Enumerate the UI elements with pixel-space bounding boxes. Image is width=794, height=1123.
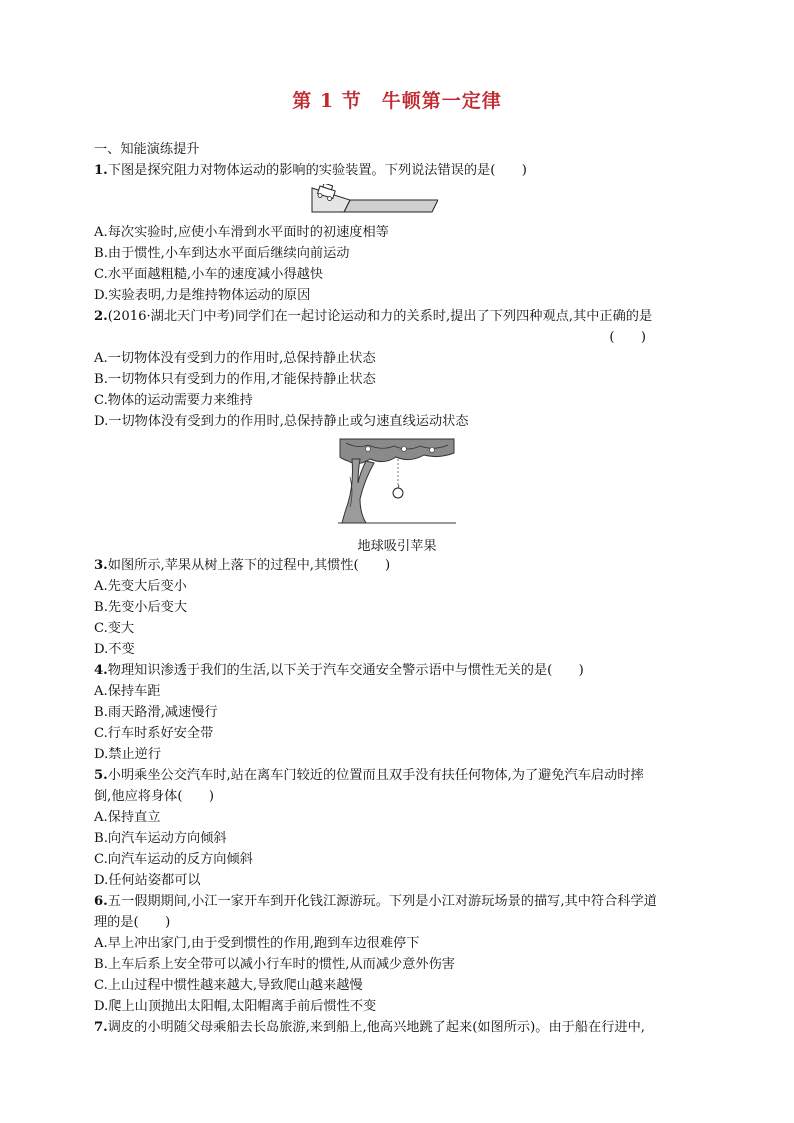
section-heading: 一、知能演练提升	[94, 142, 200, 157]
question-4-option-d: D.禁止逆行	[94, 747, 162, 762]
question-5-option-b: B.向汽车运动方向倾斜	[94, 831, 227, 846]
question-2-stem: 2.(2016·湖北天门中考)同学们在一起讨论运动和力的关系时,提出了下列四种观点,其中正确的是	[94, 309, 653, 324]
question-2-option-c: C.物体的运动需要力来维持	[94, 393, 253, 408]
question-5-stem-line-2: 倒,他应将身体( )	[94, 789, 214, 804]
question-1-option-a: A.每次实验时,应使小车滑到水平面时的初速度相等	[94, 225, 389, 240]
question-5-stem-line-1: 5.小明乘坐公交汽车时,站在离车门较近的位置而且双手没有扶任何物体,为了避免汽车启动时摔	[94, 768, 644, 783]
question-6-stem-line-2: 理的是( )	[94, 915, 171, 930]
question-1-option-d: D.实验表明,力是维持物体运动的原因	[94, 288, 311, 303]
question-3-option-b: B.先变小后变大	[94, 600, 188, 615]
question-2-option-a: A.一切物体没有受到力的作用时,总保持静止状态	[94, 351, 376, 366]
question-6-stem-line-1: 6.五一假期期间,小江一家开车到开化钱江源游玩。下列是小江对游玩场景的描写,其中符合科学道	[94, 894, 657, 909]
question-5-option-a: A.保持直立	[94, 810, 161, 825]
question-2-answer-paren: ( )	[609, 330, 646, 345]
question-7-stem-line-1: 7.调皮的小明随父母乘船去长岛旅游,来到船上,他高兴地跳了起来(如图所示)。由于船在行进中,	[94, 1020, 645, 1035]
question-4-option-c: C.行车时系好安全带	[94, 726, 214, 741]
question-5-option-c: C.向汽车运动的反方向倾斜	[94, 852, 253, 867]
question-6-option-c: C.上山过程中惯性越来越大,导致爬山越来越慢	[94, 978, 363, 993]
question-4-option-a: A.保持车距	[94, 684, 161, 699]
question-2-option-b: B.一切物体只有受到力的作用,才能保持静止状态	[94, 372, 376, 387]
question-4-option-b: B.雨天路滑,减速慢行	[94, 705, 218, 720]
ramp-cart-apparatus-figure	[310, 184, 438, 216]
question-6-option-a: A.早上冲出家门,由于受到惯性的作用,跑到车边很难停下	[94, 936, 420, 951]
question-6-option-b: B.上车后系上安全带可以减小行车时的惯性,从而减少意外伤害	[94, 957, 455, 972]
question-2-option-d: D.一切物体没有受到力的作用时,总保持静止或匀速直线运动状态	[94, 414, 469, 429]
page-title: 第 1 节 牛顿第一定律	[292, 90, 502, 112]
question-5-option-d: D.任何站姿都可以	[94, 873, 201, 888]
question-6-option-d: D.爬上山顶抛出太阳帽,太阳帽离手前后惯性不变	[94, 999, 377, 1014]
question-3-option-c: C.变大	[94, 621, 135, 636]
question-3-option-a: A.先变大后变小	[94, 579, 187, 594]
question-1-option-b: B.由于惯性,小车到达水平面后继续向前运动	[94, 246, 350, 261]
question-3-stem: 3.如图所示,苹果从树上落下的过程中,其惯性( )	[94, 558, 391, 573]
question-3-option-d: D.不变	[94, 642, 135, 657]
question-4-stem: 4.物理知识渗透于我们的生活,以下关于汽车交通安全警示语中与惯性无关的是( )	[94, 663, 584, 678]
question-1-option-c: C.水平面越粗糙,小车的速度减小得越快	[94, 267, 324, 282]
figure-caption: 地球吸引苹果	[357, 539, 437, 554]
question-1-stem: 1.下图是探究阻力对物体运动的影响的实验装置。下列说法错误的是( )	[94, 163, 527, 178]
apple-tree-figure	[338, 437, 456, 525]
